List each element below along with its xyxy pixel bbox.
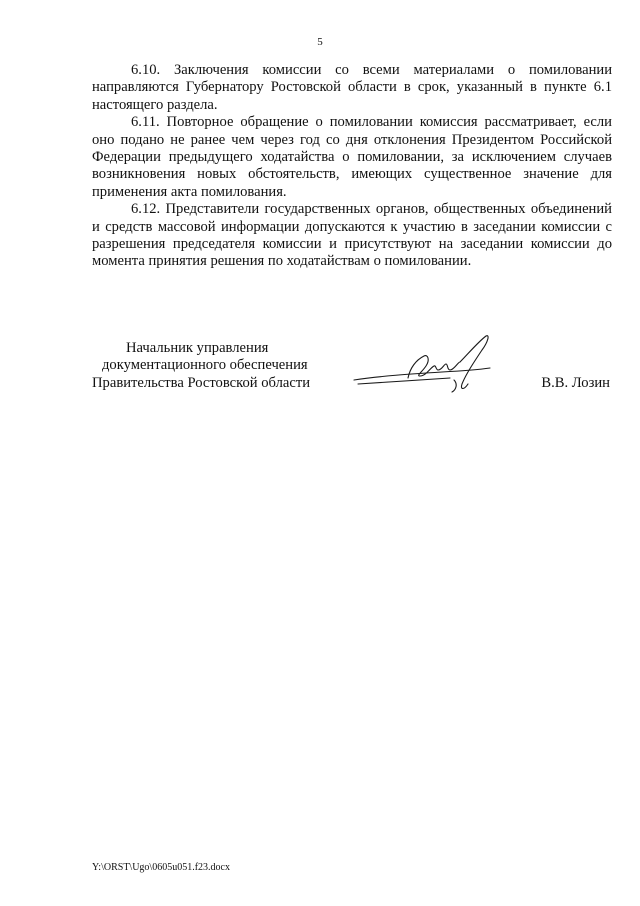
signatory-title-line: Начальник управления [126,340,269,356]
handwritten-signature [350,332,510,398]
paragraph-6-12: 6.12. Представители государственных органов, общественных объединений и средств массовой информации допускаются к участию в заседании комиссии с разрешения председателя комиссии и присутствуют на заседании комиссии до момента принятия решения по ходатайствам о помиловании. [92,201,612,270]
signature-block [92,340,612,400]
signatory-title [92,340,332,392]
signatory-title-line: документационного обеспечения [102,357,308,374]
signatory-name: В.В. Лозин [541,374,610,391]
signatory-title-line: Правительства Ростовской области [92,374,311,391]
page-number: 5 [317,36,323,48]
document-body [92,62,612,271]
file-path-footer: Y:\ORST\Ugo\0605u051.f23.docx [92,862,230,873]
paragraph-6-11: 6.11. Повторное обращение о помиловании комиссия рассматривает, если оно подано не ранее чем через год со дня отклонения Президентом Российской Федерации предыдущего ходатайства о помиловании, за исключением случаев возникновения новых обстоятельств, имеющих существенное значение для применения акта помилования. [92,114,612,200]
paragraph-6-10: 6.10. Заключения комиссии со всеми материалами о помиловании направляются Губернатору Ростовской области в срок, указанный в пункте 6.1 настоящего раздела. [92,62,612,113]
